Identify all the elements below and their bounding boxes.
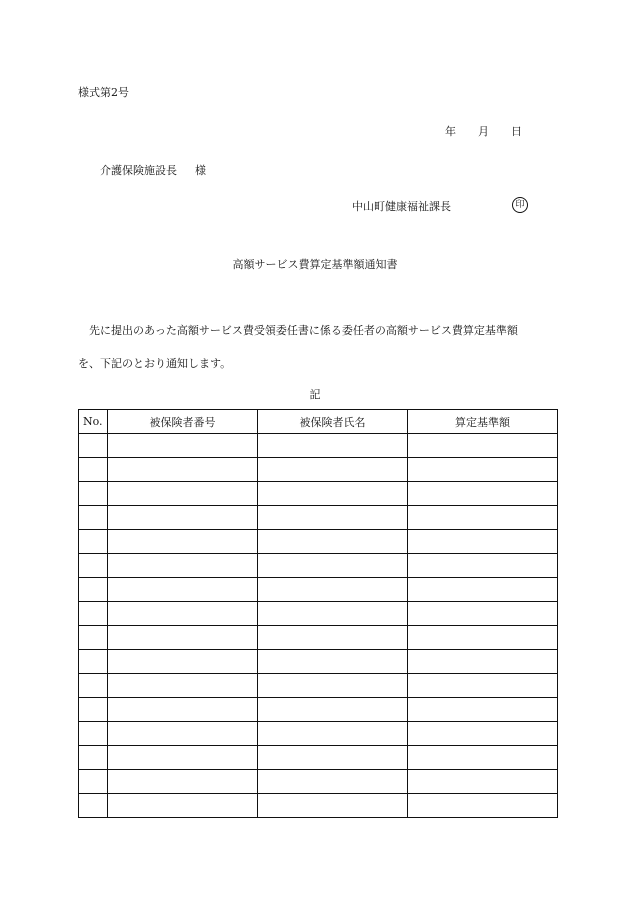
cell-no[interactable] [79, 794, 108, 818]
cell-base-amount[interactable] [408, 482, 558, 506]
table-row [79, 554, 558, 578]
addressee [100, 162, 206, 178]
cell-insured-number[interactable] [108, 554, 258, 578]
table-row [79, 794, 558, 818]
cell-base-amount[interactable] [408, 506, 558, 530]
cell-insured-number[interactable] [108, 434, 258, 458]
cell-insured-name[interactable] [258, 626, 408, 650]
date-line [445, 123, 522, 139]
cell-no[interactable] [79, 746, 108, 770]
table-row [79, 578, 558, 602]
cell-no[interactable] [79, 506, 108, 530]
cell-insured-name[interactable] [258, 746, 408, 770]
cell-insured-number[interactable] [108, 530, 258, 554]
table-row [79, 434, 558, 458]
cell-base-amount[interactable] [408, 674, 558, 698]
table-row [79, 746, 558, 770]
date-year: 年 [445, 125, 456, 138]
date-day: 日 [511, 125, 522, 138]
form-number: 様式第2号 [78, 86, 129, 99]
cell-no[interactable] [79, 650, 108, 674]
cell-insured-number[interactable] [108, 506, 258, 530]
header-base-amount: 算定基準額 [408, 410, 558, 434]
cell-insured-number[interactable] [108, 650, 258, 674]
table-row [79, 698, 558, 722]
document-title: 高額サービス費算定基準額通知書 [232, 258, 398, 271]
table-row [79, 722, 558, 746]
cell-insured-name[interactable] [258, 554, 408, 578]
cell-base-amount[interactable] [408, 650, 558, 674]
table-row [79, 458, 558, 482]
cell-insured-name[interactable] [258, 602, 408, 626]
table-row [79, 770, 558, 794]
cell-insured-name[interactable] [258, 794, 408, 818]
cell-insured-number[interactable] [108, 458, 258, 482]
cell-insured-name[interactable] [258, 530, 408, 554]
addressee-honorific: 様 [195, 164, 206, 177]
table-row [79, 674, 558, 698]
table-row [79, 602, 558, 626]
cell-base-amount[interactable] [408, 698, 558, 722]
cell-insured-name[interactable] [258, 650, 408, 674]
cell-base-amount[interactable] [408, 626, 558, 650]
header-no: No. [79, 410, 108, 434]
cell-base-amount[interactable] [408, 458, 558, 482]
cell-insured-name[interactable] [258, 482, 408, 506]
cell-base-amount[interactable] [408, 602, 558, 626]
cell-insured-number[interactable] [108, 722, 258, 746]
cell-base-amount[interactable] [408, 722, 558, 746]
cell-no[interactable] [79, 770, 108, 794]
cell-base-amount[interactable] [408, 746, 558, 770]
cell-insured-name[interactable] [258, 434, 408, 458]
cell-insured-name[interactable] [258, 770, 408, 794]
cell-insured-number[interactable] [108, 674, 258, 698]
issuer-title: 中山町健康福祉課長 [352, 200, 451, 213]
cell-insured-name[interactable] [258, 698, 408, 722]
cell-no[interactable] [79, 482, 108, 506]
cell-no[interactable] [79, 434, 108, 458]
table-row [79, 530, 558, 554]
table-header-row [79, 410, 558, 434]
cell-insured-name[interactable] [258, 506, 408, 530]
table-body [79, 434, 558, 818]
body-text [78, 314, 558, 380]
cell-no[interactable] [79, 626, 108, 650]
table-row [79, 482, 558, 506]
cell-insured-number[interactable] [108, 626, 258, 650]
cell-base-amount[interactable] [408, 770, 558, 794]
detail-table [78, 409, 558, 818]
cell-insured-number[interactable] [108, 698, 258, 722]
cell-insured-number[interactable] [108, 602, 258, 626]
cell-insured-name[interactable] [258, 458, 408, 482]
cell-insured-number[interactable] [108, 746, 258, 770]
cell-insured-number[interactable] [108, 578, 258, 602]
ki-label: 記 [309, 388, 321, 401]
cell-insured-name[interactable] [258, 722, 408, 746]
date-month: 月 [478, 125, 489, 138]
cell-no[interactable] [79, 530, 108, 554]
body-line-2: を、下記のとおり通知します。 [78, 357, 232, 370]
table-row [79, 506, 558, 530]
cell-no[interactable] [79, 458, 108, 482]
seal-icon: 印 [512, 197, 528, 213]
cell-base-amount[interactable] [408, 530, 558, 554]
table-row [79, 650, 558, 674]
cell-no[interactable] [79, 722, 108, 746]
cell-insured-number[interactable] [108, 482, 258, 506]
cell-no[interactable] [79, 602, 108, 626]
table-row [79, 626, 558, 650]
cell-base-amount[interactable] [408, 794, 558, 818]
cell-insured-number[interactable] [108, 770, 258, 794]
header-insured-name: 被保険者氏名 [258, 410, 408, 434]
cell-no[interactable] [79, 554, 108, 578]
cell-base-amount[interactable] [408, 578, 558, 602]
cell-base-amount[interactable] [408, 434, 558, 458]
body-line-1: 先に提出のあった高額サービス費受領委任書に係る委任者の高額サービス費算定基準額 [89, 324, 518, 337]
cell-no[interactable] [79, 698, 108, 722]
cell-no[interactable] [79, 674, 108, 698]
cell-insured-number[interactable] [108, 794, 258, 818]
cell-no[interactable] [79, 578, 108, 602]
addressee-name: 介護保険施設長 [100, 164, 177, 177]
cell-insured-name[interactable] [258, 674, 408, 698]
header-insured-number: 被保険者番号 [108, 410, 258, 434]
cell-base-amount[interactable] [408, 554, 558, 578]
cell-insured-name[interactable] [258, 578, 408, 602]
